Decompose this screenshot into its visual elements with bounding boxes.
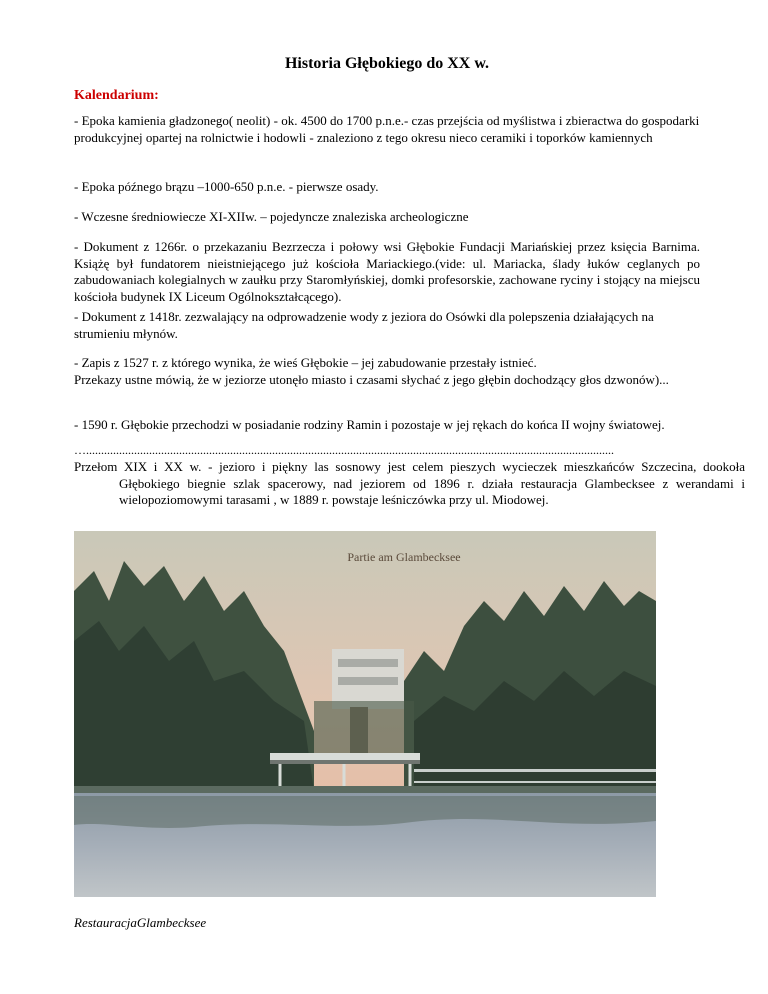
paragraph-1418: - Dokument z 1418r. zezwalający na odprowadzenie wody z jeziora do Osówki dla polepszenia działających na strumieniu młynów. <box>74 309 654 341</box>
postcard-inscription: Partie am Glambecksee <box>347 550 461 564</box>
dotted-separator: …................................................................................................................................................................................ <box>74 445 614 455</box>
paragraph-1266: - Dokument z 1266r. o przekazaniu Bezrzecza i połowy wsi Głębokie Fundacji Mariańskiej przez księcia Barnima. Książę był fundatorem nieistniejącego już kościoła Mariackiego.(vide: ul. Mariacka, ślady łuków ceglanych po zabudowaniach kolegialnych w zaułku przy Staromłyńskiej, domki profesorskie, zachowane ryciny i stojący na miejscu kościoła budynek IX Liceum Ogólnokształcącego). <box>74 239 700 304</box>
paragraph-turn-of-century: Przełom XIX i XX w. - jezioro i piękny las sosnowy jest celem pieszych wycieczek mieszkańców Szczecina, dookoła Głębokiego biegnie szlak spacerowy, nad jeziorem od 1896 r. działa restauracja Glambecksee z werandami i wielopoziomowymi tarasami , w 1889 r. powstaje leśniczówka przy ul. Miodowej. <box>74 459 745 507</box>
section-heading: Kalendarium: <box>74 88 159 103</box>
historic-postcard-photo <box>74 531 656 897</box>
document-title: Historia Głębokiego do XX w. <box>284 55 489 72</box>
paragraph-1527: - Zapis z 1527 r. z którego wynika, że wieś Głębokie – jej zabudowanie przestały istnieć. Przekazy ustne mówią, że w jeziorze utonęło miasto i czasami słychać z jego głębin dochodzący głos dzwonów)... <box>74 355 669 387</box>
paragraph-neolith: - Epoka kamienia gładzonego( neolit) - ok. 4500 do 1700 p.n.e.- czas przejścia od myślistwa i zbieractwa do gospodarki produkcyjnej opartej na rolnictwie i hodowli - znaleziono z tego okresu nieco ceramiki i toporków kamiennych <box>74 113 700 145</box>
photo-caption: RestauracjaGlambecksee <box>74 915 207 930</box>
paragraph-early-middle-ages: - Wczesne średniowiecze XI-XIIw. – pojedyncze znaleziska archeologiczne <box>74 209 469 224</box>
paragraph-1590: - 1590 r. Głębokie przechodzi w posiadanie rodziny Ramin i pozostaje w jej rękach do końca II wojny światowej. <box>74 417 665 432</box>
paragraph-bronze-age: - Epoka późnego brązu –1000-650 p.n.e. - pierwsze osady. <box>74 179 379 194</box>
